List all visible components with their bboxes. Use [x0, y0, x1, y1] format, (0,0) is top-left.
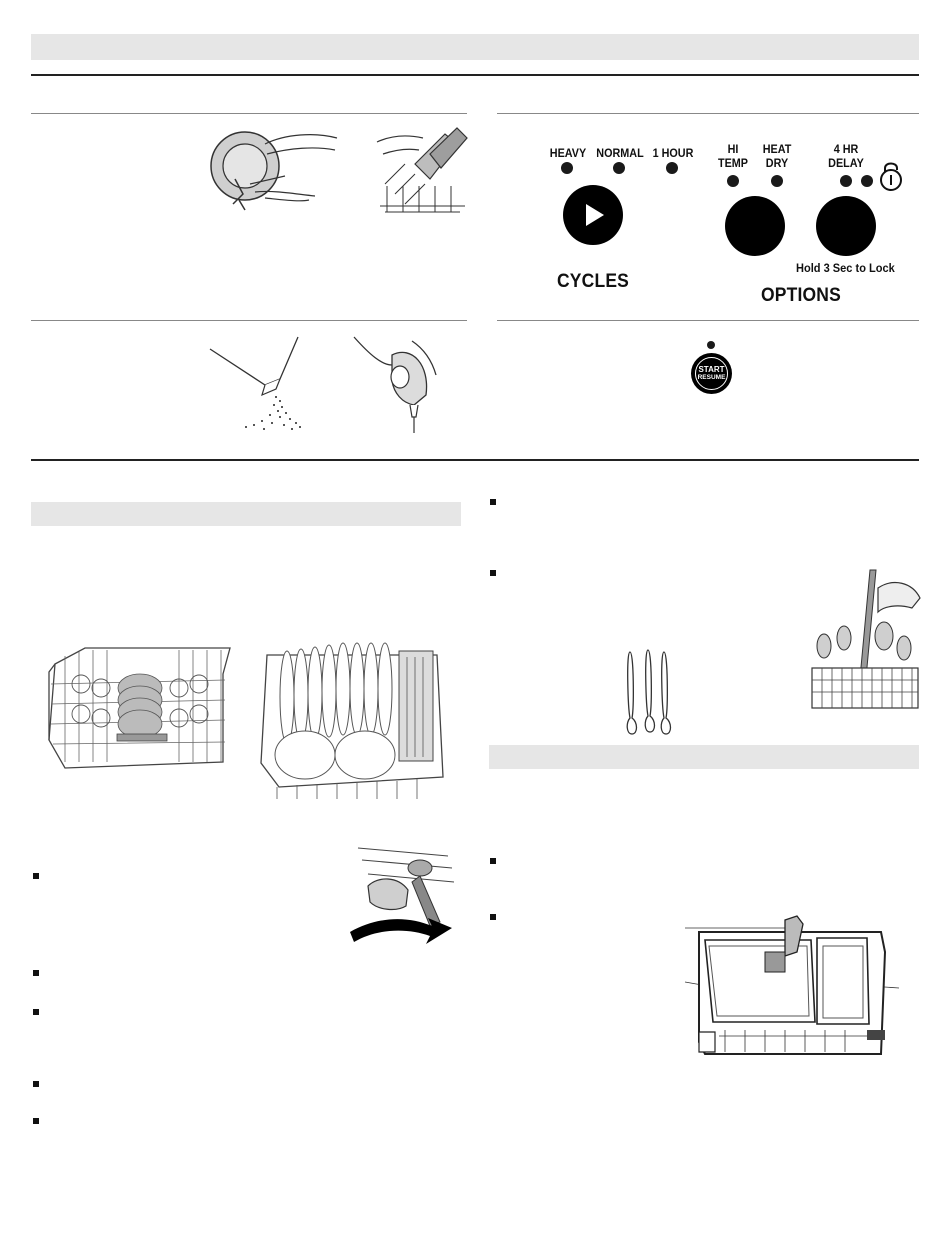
silverware-basket-illustration — [808, 568, 923, 710]
option-label-delay-line1: 4 HR — [833, 142, 859, 156]
upper-rack-illustration — [45, 644, 235, 774]
start-led — [707, 341, 715, 349]
options-title: OPTIONS — [761, 285, 841, 306]
option-label-hi-temp — [715, 142, 751, 170]
section-rule-left-2 — [31, 320, 467, 321]
bullet-marker — [33, 1118, 39, 1124]
option-led-hi-temp — [727, 175, 739, 187]
option-led-heat-dry — [771, 175, 783, 187]
cycles-button[interactable] — [563, 185, 623, 245]
loading-band — [31, 502, 461, 526]
bullet-marker — [490, 914, 496, 920]
option-label-delay — [825, 142, 866, 170]
lock-icon — [878, 160, 904, 192]
cycle-label-normal: NORMAL — [596, 146, 644, 160]
section-rule-right-2 — [497, 320, 919, 321]
cycle-led-1-hour — [666, 162, 678, 174]
start-label: START — [698, 365, 725, 374]
start-resume-button[interactable] — [691, 353, 732, 394]
option-label-delay-line2: DELAY — [828, 156, 864, 170]
options-button[interactable] — [725, 196, 785, 256]
bullet-marker — [33, 970, 39, 976]
bullet-marker — [490, 499, 496, 505]
bullet-marker — [490, 570, 496, 576]
cycle-led-normal — [613, 162, 625, 174]
header-band — [31, 34, 919, 60]
section-rule-right-1 — [497, 113, 919, 114]
fold-tines-illustration — [348, 846, 460, 954]
dispenser-band — [489, 745, 919, 769]
option-led-delay — [840, 175, 852, 187]
section-rule-full — [31, 459, 919, 461]
option-label-heat-dry-line2: DRY — [765, 156, 789, 170]
dispenser-illustration — [685, 912, 900, 1067]
bullet-marker — [33, 1009, 39, 1015]
header-rule — [31, 74, 919, 76]
bullet-marker — [33, 1081, 39, 1087]
lower-rack-illustration — [257, 637, 447, 804]
cycle-label-heavy: HEAVY — [549, 146, 587, 160]
silverware-illustration — [620, 648, 680, 736]
section-rule-left-1 — [31, 113, 467, 114]
option-label-heat-dry — [758, 142, 796, 170]
cycle-led-heavy — [561, 162, 573, 174]
option-label-hi-temp-line1: HI — [727, 142, 739, 156]
cycle-label-1-hour: 1 HOUR — [652, 146, 694, 160]
cycles-title: CYCLES — [557, 271, 630, 292]
pour-liquid-illustration — [352, 335, 442, 435]
resume-label: RESUME — [697, 374, 726, 381]
option-label-hi-temp-line2: TEMP — [717, 156, 749, 170]
bullet-marker — [33, 873, 39, 879]
option-led-lock — [861, 175, 873, 187]
bullet-marker — [490, 858, 496, 864]
lock-hint: Hold 3 Sec to Lock — [796, 261, 895, 275]
pour-powder-illustration — [210, 335, 310, 435]
delay-button[interactable] — [816, 196, 876, 256]
option-label-heat-dry-line1: HEAT — [762, 142, 792, 156]
play-icon — [584, 202, 606, 228]
scrape-plate-illustration — [205, 124, 345, 219]
load-rack-illustration — [375, 124, 470, 216]
